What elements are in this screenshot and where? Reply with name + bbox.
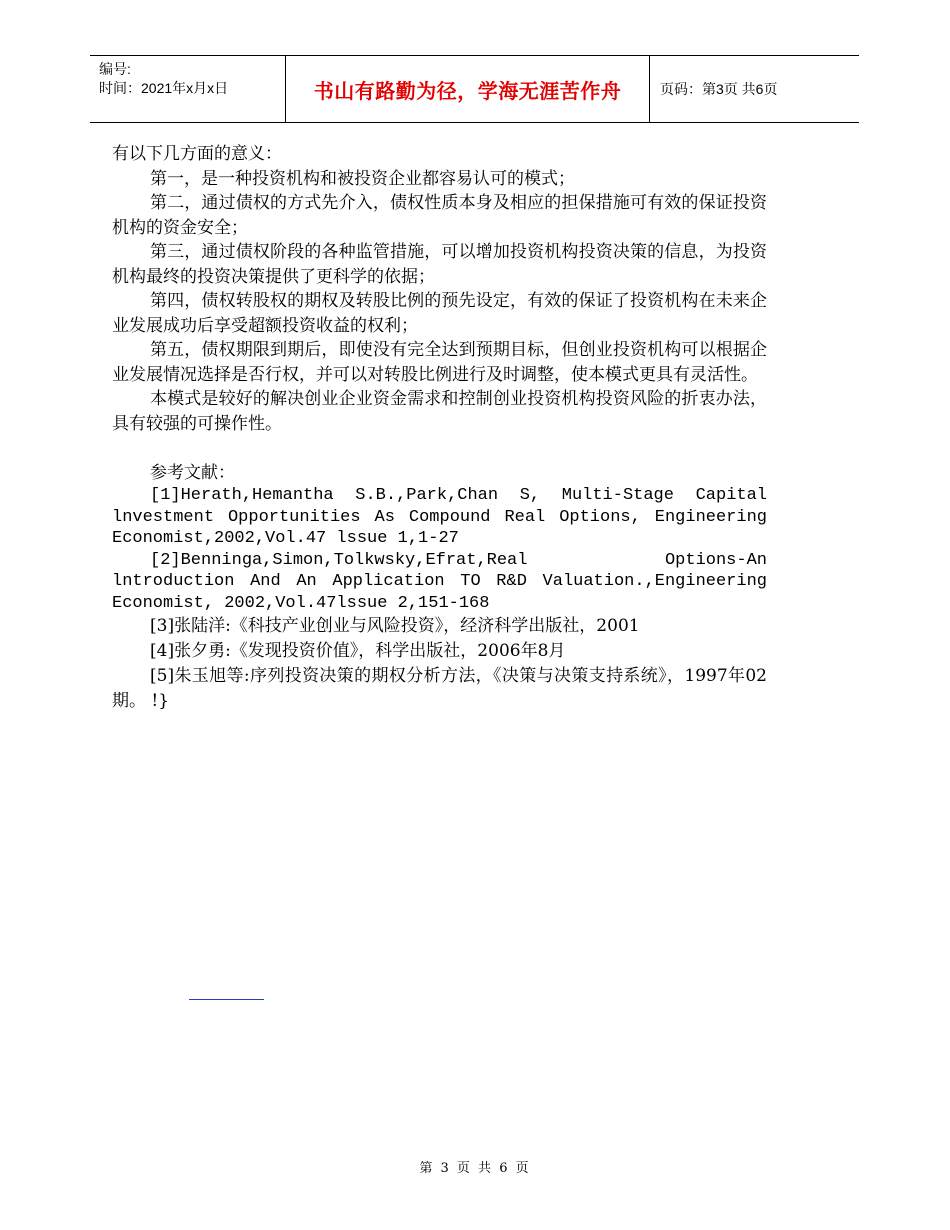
document-body xyxy=(112,142,767,714)
page-header xyxy=(90,55,859,123)
header-motto: 书山有路勤为径，学海无涯苦作舟 xyxy=(286,56,650,122)
reference-item: [4]张夕勇:《发现投资价值》，科学出版社，2006年8月 xyxy=(150,641,566,661)
header-meta xyxy=(90,56,286,122)
document-number-label: 编号: xyxy=(99,61,131,77)
reference-item: [5]朱玉旭等:序列投资决策的期权分析方法，《决策与决策支持系统》，1997年02期。 !} xyxy=(112,666,767,711)
reference-item: [1]Herath,Hemantha S.B.,Park,Chan S, Multi-Stage Capital lnvestment Opportunities As Compound Real Options, Engineering Economist,2002,Vol.47 lssue 1,1-27 xyxy=(112,486,767,548)
body-paragraph: 第三，通过债权阶段的各种监管措施，可以增加投资机构投资决策的信息，为投资机构最终的投资决策提供了更科学的依据； xyxy=(112,242,767,287)
body-paragraph: 本模式是较好的解决创业企业资金需求和控制创业投资机构投资风险的折衷办法，具有较强的可操作性。 xyxy=(112,389,767,434)
reference-item: [2]Benninga,Simon,Tolkwsky,Efrat,Real Options-An lntroduction And An Application TO R&D Valuation.,Engineering Economist, 2002,Vol.47lssue 2,151-168 xyxy=(112,550,767,613)
header-page-info: 页码：第3页 共6页 xyxy=(660,81,778,97)
body-paragraph: 第二，通过债权的方式先介入，债权性质本身及相应的担保措施可有效的保证投资机构的资金安全； xyxy=(112,193,767,238)
body-paragraph: 有以下几方面的意义： xyxy=(112,144,282,164)
document-time-label: 时间：2021年x月x日 xyxy=(99,80,229,96)
references-section xyxy=(112,461,767,715)
body-paragraph: 第四，债权转股权的期权及转股比例的预先设定，有效的保证了投资机构在未来企业发展成功后享受超额投资收益的权利； xyxy=(112,291,767,336)
hyperlink-underline[interactable] xyxy=(189,999,264,1000)
reference-item: [3]张陆洋:《科技产业创业与风险投资》，经济科学出版社，2001 xyxy=(150,616,640,636)
references-label: 参考文献： xyxy=(150,462,235,483)
page-footer: 第 3 页 共 6 页 xyxy=(419,1161,531,1176)
body-paragraph: 第五，债权期限到期后，即使没有完全达到预期目标，但创业投资机构可以根据企业发展情况选择是否行权，并可以对转股比例进行及时调整，使本模式更具有灵活性。 xyxy=(112,340,767,385)
body-paragraph: 第一，是一种投资机构和被投资企业都容易认可的模式； xyxy=(150,168,575,189)
